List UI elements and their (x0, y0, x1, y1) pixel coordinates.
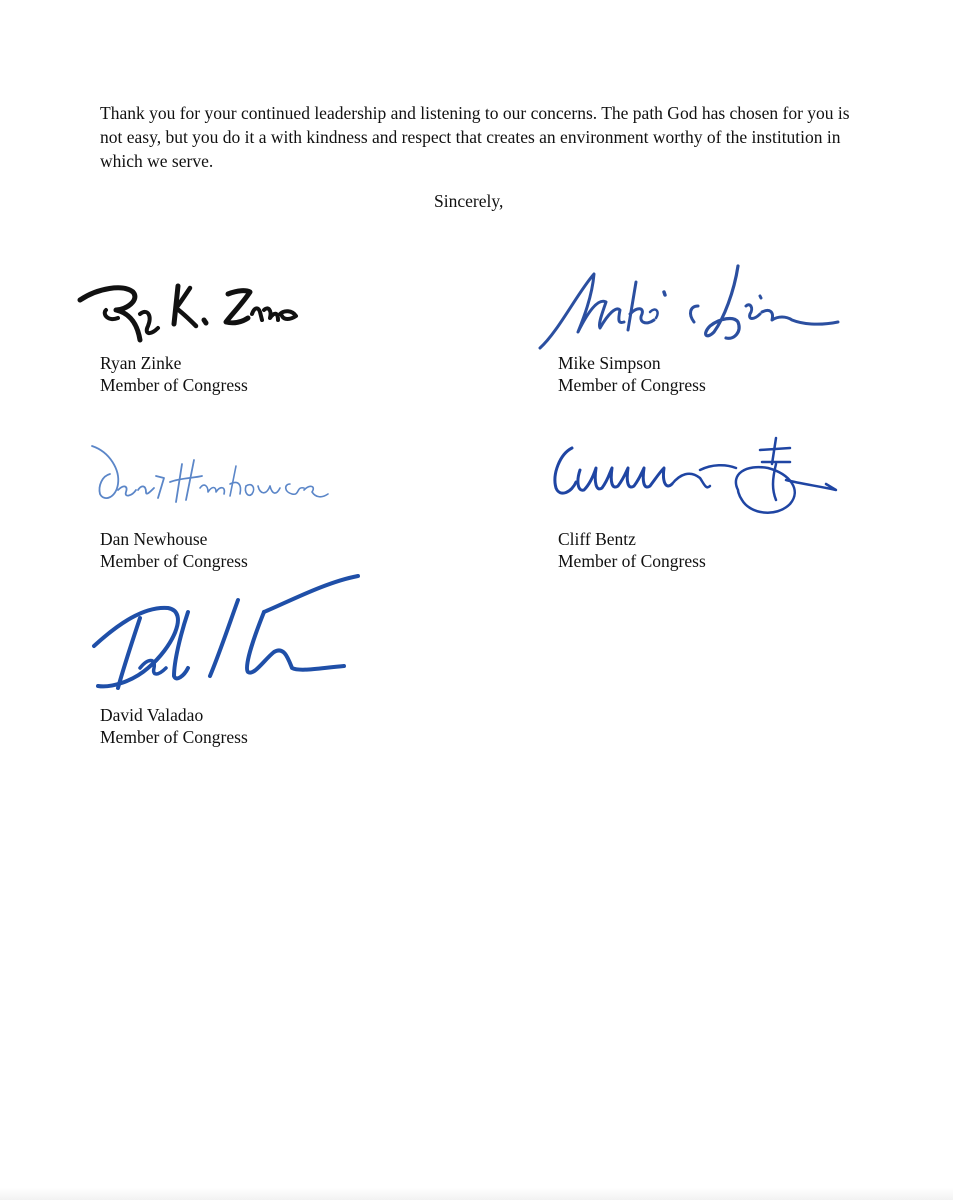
signer-name: Mike Simpson (558, 353, 661, 373)
signer-block-david-valadao (100, 570, 460, 760)
signer-name: David Valadao (100, 705, 204, 725)
signer-block-mike-simpson (558, 262, 918, 402)
signature-mike-simpson (538, 262, 838, 352)
signer-name: Ryan Zinke (100, 353, 182, 373)
letter-closing: Sincerely, (434, 191, 504, 211)
signer-block-ryan-zinke (100, 262, 460, 402)
signature-david-valadao (88, 572, 368, 702)
signer-title: Member of Congress (100, 375, 248, 395)
signer-title: Member of Congress (100, 551, 248, 571)
signature-ryan-zinke (78, 270, 318, 350)
signer-name: Dan Newhouse (100, 529, 208, 549)
letter-body-paragraph: Thank you for your continued leadership and listening to our concerns. The path God has chosen for you is not easy, but you do it a with kindness and respect that creates an environment worthy of the institution in which we serve. (100, 103, 850, 171)
signer-title: Member of Congress (558, 551, 706, 571)
signer-title: Member of Congress (100, 727, 248, 747)
signer-title: Member of Congress (558, 375, 706, 395)
signer-name: Cliff Bentz (558, 529, 636, 549)
signer-block-dan-newhouse (100, 438, 460, 578)
signature-dan-newhouse (90, 440, 330, 520)
signature-cliff-bentz (550, 434, 840, 524)
page-bottom-edge (0, 1188, 953, 1200)
signer-block-cliff-bentz (558, 438, 918, 578)
